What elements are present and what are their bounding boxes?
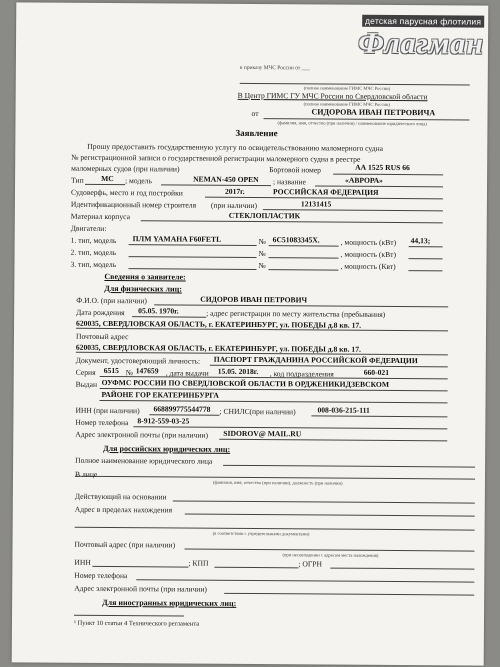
- footnote-rule: [74, 615, 184, 617]
- date-of-birth: 05.05. 1970г.: [138, 306, 179, 316]
- addressee-top-caption: (полное наименование ГИМС МЧС России): [303, 85, 391, 91]
- legal-inn-line: [92, 566, 188, 568]
- legal-post-line: [184, 549, 474, 552]
- board-number-label: Бортовой номер: [269, 165, 322, 175]
- passport-number: 147659: [135, 366, 159, 376]
- application-sheet: [12, 2, 489, 665]
- passport-series: 6515: [103, 365, 119, 376]
- dob-line: [132, 316, 206, 318]
- addressee-caption: (полное наименование ГИМС МЧС России): [303, 101, 390, 107]
- legal-post-caption: (при несовпадении с адресом места нахождения): [282, 552, 379, 558]
- legal-full-name-line-2: [75, 476, 475, 480]
- engine-2-power-line: [409, 258, 443, 259]
- issued-by-line-2-rule: [100, 400, 448, 403]
- logo-subtitle: детская парусная флотилия: [362, 15, 484, 28]
- builder-id-label: Идентификационный номер строителя: [70, 199, 197, 210]
- legal-address-line-2: [75, 527, 475, 531]
- addressee: В Центр ГИМС ГУ МЧС России по Свердловской области: [237, 90, 428, 102]
- engine-2-no-line: [269, 257, 339, 258]
- applicant-fio: СИДОРОВ ИВАН ПЕТРОВИЧ: [200, 294, 308, 305]
- email-line: [219, 439, 447, 442]
- model-line: [161, 184, 271, 186]
- yard-label: Судоверфь, место и год постройки: [70, 187, 183, 198]
- phone-label: Номер телефона: [75, 417, 129, 428]
- board-number: АА 1525 RUS 66: [355, 162, 410, 173]
- hull-line: [141, 220, 443, 223]
- snils-label: ; СНИЛС: [219, 406, 250, 416]
- engine-3-power-label: , мощность (Квт): [340, 261, 396, 272]
- build-country: РОССИЙСКАЯ ФЕДЕРАЦИЯ: [272, 187, 379, 197]
- applicant-phone: 8-912-559-03-25: [137, 416, 190, 426]
- snils-caption: (при наличии): [249, 406, 296, 417]
- legal-address-caption: (в соответствии с учредительными документами): [212, 530, 310, 537]
- division-code-label: , код подразделения: [269, 369, 334, 379]
- legal-kpp-label: ; КПП: [188, 558, 209, 568]
- engine-2-power-label: , мощность (кВт): [340, 249, 397, 260]
- issued-by-line-2: РАЙОНЕ ГОР ЕКАТЕРИНБУРГА: [101, 389, 219, 400]
- legal-phone-label: Номер телефона: [74, 570, 128, 581]
- legal-email-label: Адрес электронной почты (при наличии): [74, 583, 207, 594]
- engine-1-no-line: [269, 245, 339, 246]
- engine-2-model-line: [129, 256, 257, 258]
- engines-label: Двигатели:: [70, 223, 107, 233]
- applicant-email: SIDOROV@ MAIL.RU: [223, 428, 302, 439]
- inn-label: ИНН: [75, 405, 92, 415]
- legal-email-line: [224, 593, 474, 596]
- id-document-label: Документ, удостоверяющий личность:: [75, 355, 201, 366]
- builder-id: 12131415: [300, 199, 332, 209]
- from-caption: (фамилия, имя, отчество (при наличии) / наименование юридического лица): [277, 120, 427, 127]
- legal-ogrn-label: ; ОГРН: [298, 559, 323, 569]
- engine-1-no-label: №: [258, 237, 266, 247]
- legal-full-name-line: [223, 465, 475, 468]
- engine-3-no-label: №: [258, 261, 266, 271]
- foreign-entities-heading: Для иностранных юридических лиц:: [102, 597, 237, 608]
- id-document: ПАСПОРТ ГРАЖДАНИНА РОССИЙСКОЙ ФЕДЕРАЦИИ: [213, 354, 418, 366]
- logo-name: Флагман: [358, 26, 485, 61]
- issued-by-label: Выдан: [75, 379, 98, 389]
- vessel-model: NEMAN-450 OPEN: [193, 174, 259, 185]
- engine-3-power-line: [408, 270, 442, 271]
- engine-1-model: ПЛМ YAMAHA F60FETL: [132, 234, 222, 244]
- postal-label: Почтовый адрес: [75, 331, 129, 342]
- builder-id-caption: (при наличии): [210, 200, 258, 211]
- flagman-logo: [304, 10, 484, 63]
- footnote: ¹ Пункт 10 статьи 4 Технического регламента: [73, 619, 200, 628]
- issue-date: 15.05. 2018г.: [217, 366, 259, 377]
- legal-ogrn-line: [330, 568, 474, 570]
- legal-basis-label: Действующий на основании: [74, 491, 167, 502]
- engine-1-model-line: [129, 244, 257, 246]
- intro-line-2: № регистрационной записи о государственной регистрации маломерного судна в реестре: [71, 152, 361, 164]
- legal-address-line: [185, 514, 475, 517]
- vessel-type: МС: [101, 173, 114, 184]
- passport-number-label: №: [125, 368, 134, 378]
- legal-kpp-line: [214, 567, 298, 569]
- intro-line-3: маломерных судов (при наличии): [71, 163, 180, 174]
- legal-address-label: Адрес в пределах нахождения: [74, 504, 173, 515]
- hull-material: СТЕКЛОПЛАСТИК: [228, 210, 301, 221]
- engine-3-label: 3. тип, модель: [70, 259, 117, 270]
- division-code: 660-021: [363, 367, 390, 377]
- hull-label: Материал корпуса: [70, 211, 131, 222]
- type-label: Тип: [71, 175, 84, 185]
- vessel-name: «АВРОРА»: [345, 175, 383, 185]
- engine-1-power-label: , мощность (кВт): [340, 237, 397, 248]
- registration-address: 620035, СВЕРДЛОВСКАЯ ОБЛАСТЬ, г. ЕКАТЕРИНБУРГ, ул. ПОБЕДЫ д.8 кв. 17.: [76, 318, 362, 330]
- registration-line: [76, 328, 448, 332]
- model-label: ; модель: [125, 176, 152, 186]
- engine-2-label: 2. тип, модель: [70, 247, 117, 258]
- engine-3-model-line: [128, 268, 256, 270]
- type-line: [85, 184, 125, 185]
- legal-person-label: В лице: [74, 469, 98, 479]
- individuals-heading: Для физических лиц:: [104, 283, 182, 294]
- email-label: Адрес электронной почты (при наличии): [75, 429, 209, 440]
- registration-label: ; адрес регистрации по месту жительства (пребывания): [206, 308, 386, 319]
- legal-post-label: Почтовый адрес (при наличии): [74, 539, 176, 550]
- postal-address: 620035, СВЕРДЛОВСКАЯ ОБЛАСТЬ, г. ЕКАТЕРИНБУРГ, ул. ПОБЕДЫ д.8 кв. 17.: [75, 342, 361, 354]
- dob-label: Дата рождения: [76, 307, 125, 318]
- applicant-snils: 008-036-215-111: [317, 405, 370, 415]
- issue-date-label: , дата выдачи: [165, 368, 209, 378]
- fio-line: [154, 304, 448, 307]
- order-reference: к приказу МЧС России от ___: [239, 64, 310, 72]
- name-label: ; название: [273, 177, 306, 187]
- inn-caption: (при наличии): [93, 405, 140, 416]
- applicant-inn: 668899775544778: [153, 404, 211, 414]
- intro-line-1: Прошу предоставить государственную услугу по освидетельствованию маломерного судна: [87, 141, 384, 153]
- series-label: Серия: [75, 367, 96, 377]
- legal-basis-line: [173, 500, 475, 503]
- engine-3-no-line: [268, 269, 338, 270]
- legal-inn-label: ИНН: [74, 557, 91, 567]
- from-label: от: [251, 109, 259, 119]
- legal-entities-heading: Для российских юридических лиц:: [103, 443, 231, 454]
- engine-2-no-label: №: [258, 249, 266, 259]
- snils-line: [311, 415, 447, 417]
- fio-label: Ф.И.О. (при наличии): [76, 295, 148, 306]
- engine-1-power-line: [409, 246, 443, 247]
- engine-1-label: 1. тип, модель: [70, 235, 117, 246]
- legal-person-caption: (фамилия, имя, отчество (при наличии), должность (при наличии): [212, 479, 343, 486]
- applicant-name-header: СИДОРОВА ИВАН ПЕТРОВИЧА: [311, 107, 436, 118]
- engine-1-power: 44,13;: [410, 236, 431, 246]
- applicant-section-heading: Сведения о заявителе:: [104, 271, 186, 282]
- engine-1-number: 6C51083345X.: [272, 235, 320, 245]
- issued-by-line-1: ОУФМС РОССИИ ПО СВЕРДЛОВСКОЙ ОБЛАСТИ В ОРДЖЕНИКИДЗЕВСКОМ: [101, 377, 390, 389]
- document-title: Заявление: [235, 127, 278, 139]
- build-year: 2017г.: [224, 186, 245, 196]
- legal-full-name-label: Полное наименование юридического лица: [75, 455, 213, 466]
- legal-phone-line: [136, 579, 474, 582]
